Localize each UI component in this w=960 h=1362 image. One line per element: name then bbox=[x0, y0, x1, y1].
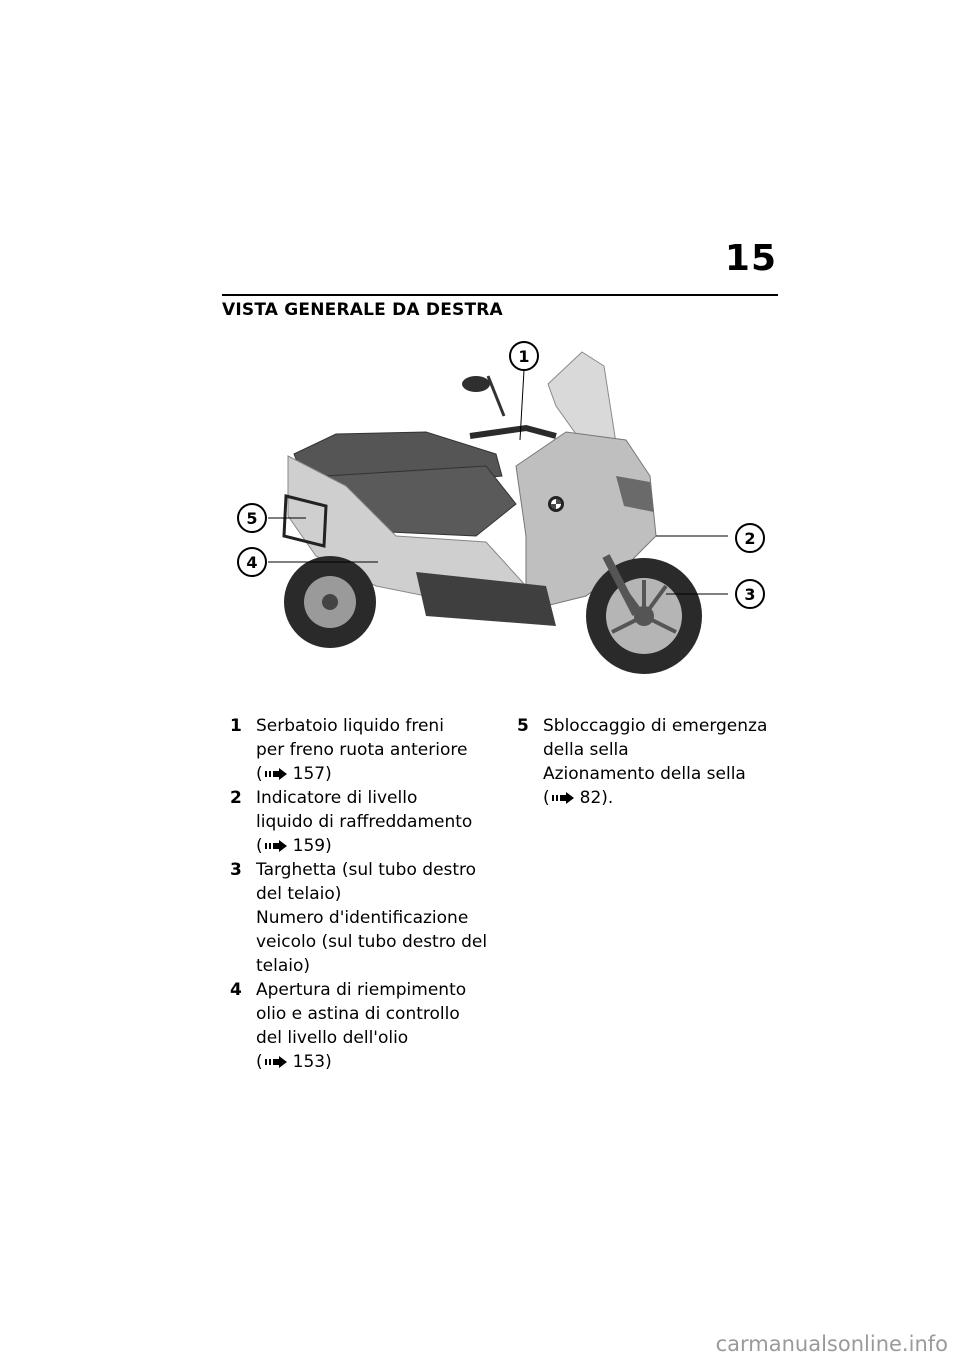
legend-text: Azionamento della sella bbox=[543, 764, 746, 784]
header-rule bbox=[222, 294, 778, 296]
section-title: VISTA GENERALE DA DESTRA bbox=[222, 300, 503, 320]
legend-text: Targhetta (sul tubo destro bbox=[256, 860, 477, 880]
page-reference: ( 153) bbox=[256, 1052, 332, 1072]
callout-1 bbox=[510, 342, 538, 370]
legend-text: per freno ruota anteriore bbox=[256, 740, 468, 760]
legend-item-3 bbox=[230, 858, 488, 978]
legend-text: Indicatore di livello bbox=[256, 788, 418, 808]
page-reference: ( 82). bbox=[543, 788, 614, 808]
legend-text: Numero d'identificazione bbox=[256, 908, 469, 928]
callout-4 bbox=[238, 548, 266, 576]
scooter-illustration bbox=[226, 336, 782, 690]
legend-text: telaio) bbox=[256, 956, 311, 976]
bmw-roundel-icon bbox=[548, 496, 564, 512]
legend-item-4 bbox=[230, 978, 480, 1074]
legend-text: del livello dell'olio bbox=[256, 1028, 409, 1048]
legend-number: 2 bbox=[230, 788, 242, 808]
page-reference-arrow-icon bbox=[265, 840, 287, 852]
legend-item-2 bbox=[230, 786, 480, 858]
legend-text: della sella bbox=[543, 740, 629, 760]
legend-text: Apertura di riempimento bbox=[256, 980, 467, 1000]
legend-number: 1 bbox=[230, 716, 242, 736]
watermark: carmanualsonline.info bbox=[715, 1332, 948, 1356]
callout-5 bbox=[238, 504, 266, 532]
page-reference: ( 157) bbox=[256, 764, 332, 784]
svg-text:4: 4 bbox=[246, 553, 258, 572]
legend-text: veicolo (sul tubo destro del bbox=[256, 932, 488, 952]
legend-item-1 bbox=[230, 714, 480, 786]
legend-right-column bbox=[517, 714, 767, 810]
legend-text: liquido di raffreddamento bbox=[256, 812, 473, 832]
legend-text: olio e astina di controllo bbox=[256, 1004, 460, 1024]
legend-text: Sbloccaggio di emergenza bbox=[543, 716, 768, 736]
page-reference-arrow-icon bbox=[265, 1056, 287, 1068]
svg-text:1: 1 bbox=[518, 347, 530, 366]
legend-number: 5 bbox=[517, 716, 529, 736]
legend-item-5 bbox=[517, 714, 767, 810]
legend-number: 3 bbox=[230, 860, 242, 880]
callout-2 bbox=[736, 524, 764, 552]
legend-text: Serbatoio liquido freni bbox=[256, 716, 444, 736]
legend-text: del telaio) bbox=[256, 884, 342, 904]
svg-text:2: 2 bbox=[744, 529, 756, 548]
page-reference: ( 159) bbox=[256, 836, 332, 856]
legend-left-column bbox=[230, 714, 488, 1074]
svg-text:5: 5 bbox=[246, 509, 258, 528]
page-number: 15 bbox=[724, 238, 777, 279]
callout-3 bbox=[736, 580, 764, 608]
scooter-figure bbox=[226, 336, 782, 690]
page-reference-arrow-icon bbox=[552, 792, 574, 804]
svg-text:3: 3 bbox=[744, 585, 756, 604]
page-reference-arrow-icon bbox=[265, 768, 287, 780]
legend-number: 4 bbox=[230, 980, 242, 1000]
